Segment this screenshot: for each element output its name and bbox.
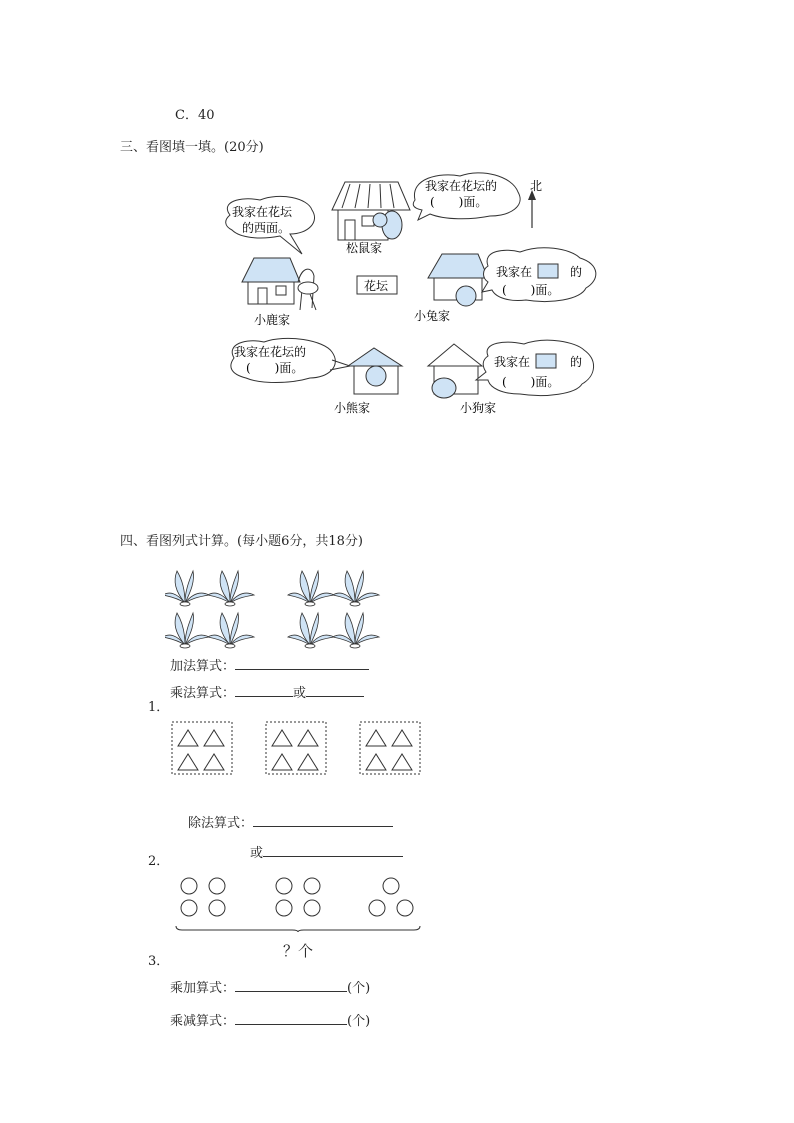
- svg-text:( )面。: ( )面。: [502, 375, 560, 389]
- q1-or: 或: [293, 686, 307, 701]
- circle: [397, 900, 413, 916]
- triangle-groups: [170, 720, 425, 778]
- q2-or: 或: [250, 846, 264, 861]
- svg-text:的西面。: 的西面。: [242, 221, 291, 235]
- q3-question: ？个: [283, 942, 314, 960]
- flower-bed-label: 花坛: [364, 279, 389, 293]
- q2-div-blank-1[interactable]: [253, 814, 393, 827]
- circle: [383, 878, 399, 894]
- q2-div-blank-2[interactable]: [263, 844, 403, 857]
- q3-unit-1: (个): [347, 981, 371, 996]
- bear-house: [348, 348, 402, 394]
- triangle-group: [360, 722, 420, 774]
- north-label: 北: [530, 179, 543, 193]
- q2-div-label: 除法算式：: [188, 816, 254, 831]
- squirrel-label: 松鼠家: [346, 241, 383, 255]
- plant-icon: [333, 571, 379, 606]
- q3-sub-blank[interactable]: [235, 1012, 347, 1025]
- circle: [304, 900, 320, 916]
- circle: [181, 900, 197, 916]
- circle: [181, 878, 197, 894]
- house-icon: [536, 354, 556, 368]
- plants-figure: [165, 565, 385, 650]
- circle: [209, 878, 225, 894]
- circle: [369, 900, 385, 916]
- q1-mul-blank-2[interactable]: [306, 684, 364, 697]
- svg-text:我家在: 我家在: [494, 355, 531, 369]
- dog-house: [428, 344, 482, 398]
- q3-add-label: 乘加算式：: [170, 981, 236, 996]
- circle: [209, 900, 225, 916]
- bear-label: 小熊家: [334, 401, 371, 415]
- deer-label: 小鹿家: [254, 313, 291, 327]
- q3-add-row: [170, 977, 370, 996]
- option-c: C．40: [175, 108, 215, 123]
- svg-text:我家在花坛的: 我家在花坛的: [234, 345, 307, 359]
- q1-mul-row: [170, 682, 364, 701]
- plant-icon: [288, 571, 334, 606]
- q1-mul-label: 乘法算式：: [170, 686, 236, 701]
- brace: [176, 926, 420, 932]
- q1-add-row: [170, 655, 369, 674]
- q1-add-label: 加法算式：: [170, 659, 236, 674]
- q3-add-blank[interactable]: [235, 979, 347, 992]
- circle: [276, 878, 292, 894]
- q3-sub-row: [170, 1010, 370, 1029]
- house-icon: [538, 264, 558, 278]
- squirrel-house: [332, 182, 410, 240]
- svg-text:的: 的: [570, 355, 583, 369]
- circle-groups: [172, 872, 424, 934]
- map-illustration: [220, 170, 610, 420]
- svg-text:我家在花坛: 我家在花坛: [232, 205, 293, 219]
- q1-mul-blank-1[interactable]: [235, 684, 293, 697]
- q3-sub-label: 乘减算式：: [170, 1014, 236, 1029]
- svg-text:( )面。: ( )面。: [502, 283, 560, 297]
- section3-title: 三、看图填一填。(20分): [120, 140, 264, 155]
- north-arrow: [528, 190, 536, 228]
- rabbit-house: [428, 254, 488, 306]
- q1-number: 1．: [148, 700, 170, 715]
- triangle-group: [172, 722, 232, 774]
- q2-or-row: [250, 842, 403, 861]
- q3-number: 3．: [148, 954, 170, 969]
- dog-label: 小狗家: [460, 401, 497, 415]
- circle: [304, 878, 320, 894]
- q2-div-row: [188, 812, 393, 831]
- plant-icon: [208, 571, 254, 606]
- q3-unit-2: (个): [347, 1014, 371, 1029]
- plant-icon: [208, 613, 254, 648]
- triangle-group: [266, 722, 326, 774]
- svg-text:( )面。: ( )面。: [430, 195, 488, 209]
- svg-text:( )面。: ( )面。: [246, 361, 304, 375]
- svg-text:我家在: 我家在: [496, 265, 533, 279]
- section4-title: 四、看图列式计算。(每小题6分，共18分): [120, 534, 363, 549]
- rabbit-label: 小兔家: [414, 309, 451, 323]
- deer-house: [242, 258, 318, 310]
- svg-text:我家在花坛的: 我家在花坛的: [425, 179, 498, 193]
- svg-text:的: 的: [570, 265, 583, 279]
- plant-icon: [165, 613, 209, 648]
- q2-number: 2．: [148, 854, 170, 869]
- q1-add-blank[interactable]: [235, 657, 369, 670]
- circle: [276, 900, 292, 916]
- plant-icon: [333, 613, 379, 648]
- plant-icon: [165, 571, 209, 606]
- plant-icon: [288, 613, 334, 648]
